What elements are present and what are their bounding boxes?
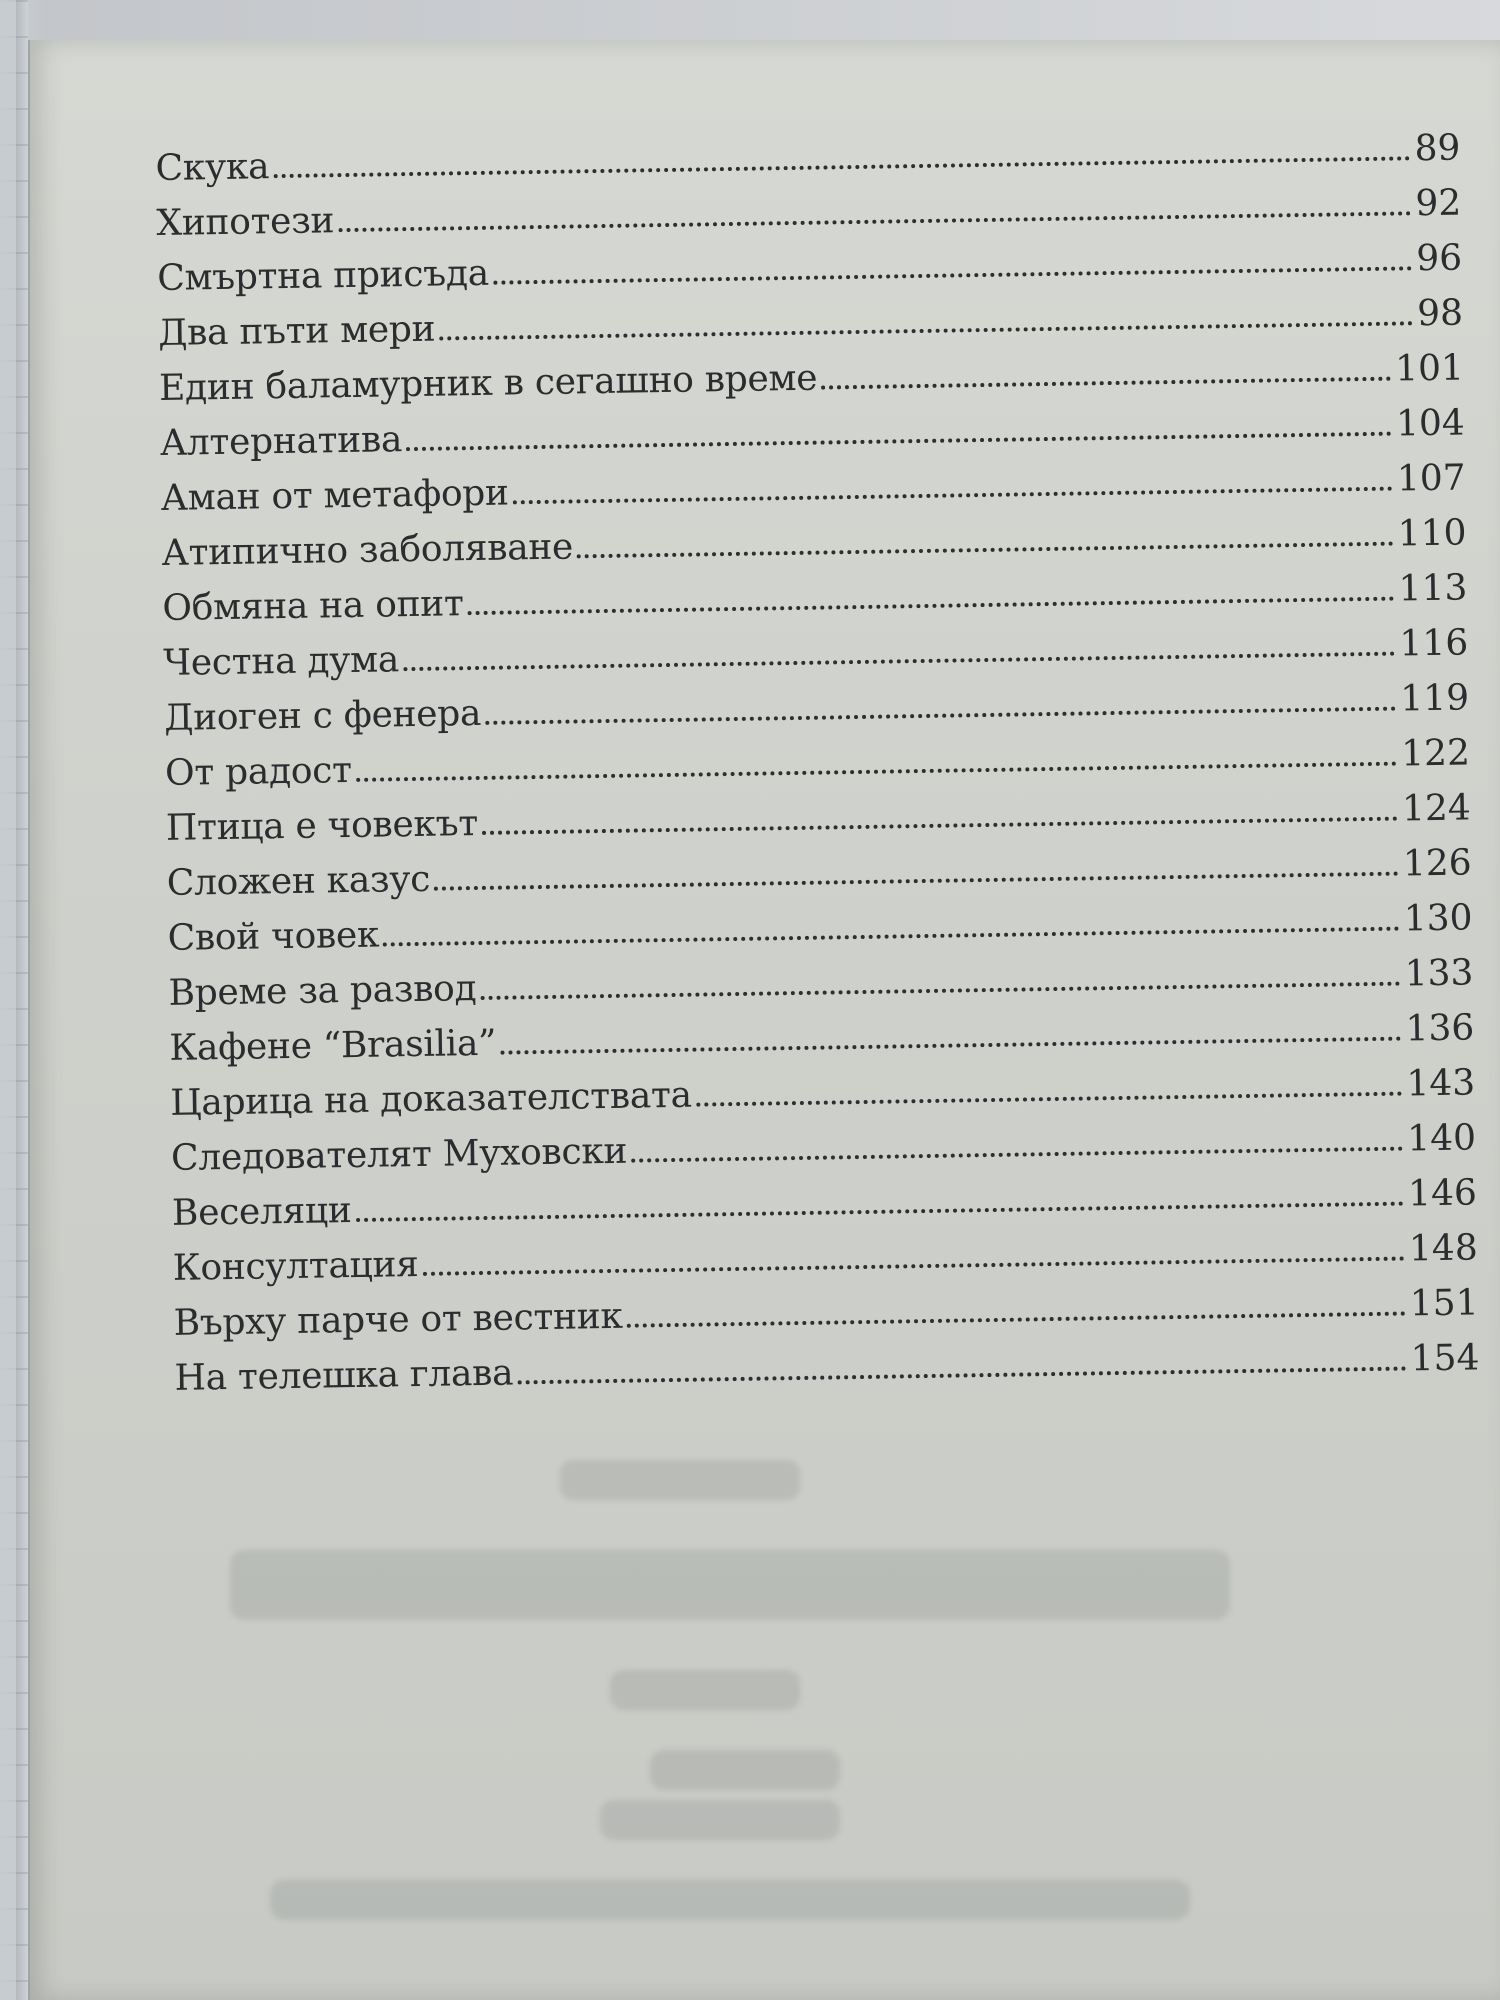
toc-entry-page-number: 101 <box>1394 347 1465 390</box>
toc-entry-title: Честна дума <box>163 639 400 684</box>
toc-entry-title: От радост <box>164 749 352 794</box>
toc-entry-title: Един баламурник в сегашно време <box>158 357 818 409</box>
toc-entry-page-number: 110 <box>1397 512 1467 555</box>
book-page <box>28 40 1500 2000</box>
toc-entry-title: Веселяци <box>171 1190 352 1234</box>
toc-entry-page-number: 154 <box>1410 1337 1480 1380</box>
toc-entry-page-number: 136 <box>1405 1007 1475 1050</box>
toc-entry-title: Скука <box>155 146 270 189</box>
table-of-contents <box>155 112 1480 1397</box>
toc-entry-title: Диоген с фенера <box>163 692 482 739</box>
toc-entry-page-number: 119 <box>1400 677 1470 720</box>
show-through-line <box>650 1750 840 1790</box>
toc-leader-dots <box>821 377 1391 390</box>
toc-entry-title: Консултация <box>172 1244 419 1289</box>
show-through-line <box>600 1800 840 1840</box>
toc-entry-page-number: 133 <box>1404 952 1474 995</box>
toc-entry-title: Хипотези <box>156 200 335 244</box>
toc-entry-title: Кафене “Brasilia” <box>169 1022 497 1069</box>
show-through-line <box>230 1550 1230 1620</box>
toc-entry-page-number: 92 <box>1415 182 1462 225</box>
toc-entry-title: На телешка глава <box>174 1352 514 1399</box>
toc-entry-page-number: 113 <box>1398 567 1468 610</box>
toc-entry-title: Сложен казус <box>166 858 431 904</box>
toc-entry-page-number: 146 <box>1407 1172 1478 1215</box>
toc-entry-title: Върху парче от вестник <box>173 1295 623 1344</box>
toc-entry-title: Следователят Муховски <box>170 1130 628 1179</box>
toc-entry-title: Време за развод <box>168 968 477 1014</box>
toc-entry-page-number: 130 <box>1403 897 1473 940</box>
toc-entry-title: Свой човек <box>167 914 380 959</box>
show-through-line <box>610 1670 800 1710</box>
toc-entry-title: Атипично заболяване <box>161 526 574 574</box>
toc-leader-dots <box>517 1366 1407 1384</box>
notebook-margin-strip <box>0 0 16 2000</box>
toc-entry-page-number: 122 <box>1400 732 1471 775</box>
toc-entry-page-number: 104 <box>1395 402 1466 445</box>
toc-entry-title: Обмяна на опит <box>162 583 464 629</box>
toc-entry-page-number: 151 <box>1409 1282 1479 1325</box>
toc-entry-page-number: 116 <box>1399 622 1469 665</box>
toc-entry-title: Птица е човекът <box>165 803 479 849</box>
toc-entry-page-number: 143 <box>1406 1062 1476 1105</box>
toc-entry-title: Царица на доказателствата <box>169 1074 693 1124</box>
toc-entry-page-number: 140 <box>1406 1117 1477 1160</box>
toc-entry-page-number: 124 <box>1401 787 1472 830</box>
show-through-text <box>230 1460 1230 1940</box>
show-through-line <box>270 1880 1190 1920</box>
show-through-line <box>560 1460 800 1500</box>
toc-entry-page-number: 89 <box>1414 127 1461 170</box>
toc-entry-title: Два пъти мери <box>157 308 436 354</box>
toc-entry-title: Аман от метафори <box>160 472 510 519</box>
toc-entry-title: Алтернатива <box>159 419 403 464</box>
toc-entry-page-number: 98 <box>1416 292 1464 335</box>
toc-entry-title: Смъртна присъда <box>156 252 490 299</box>
toc-entry-page-number: 107 <box>1396 457 1466 500</box>
toc-entry-page-number: 148 <box>1408 1227 1479 1270</box>
toc-entry-page-number: 96 <box>1416 237 1463 280</box>
toc-entry-page-number: 126 <box>1402 842 1472 885</box>
